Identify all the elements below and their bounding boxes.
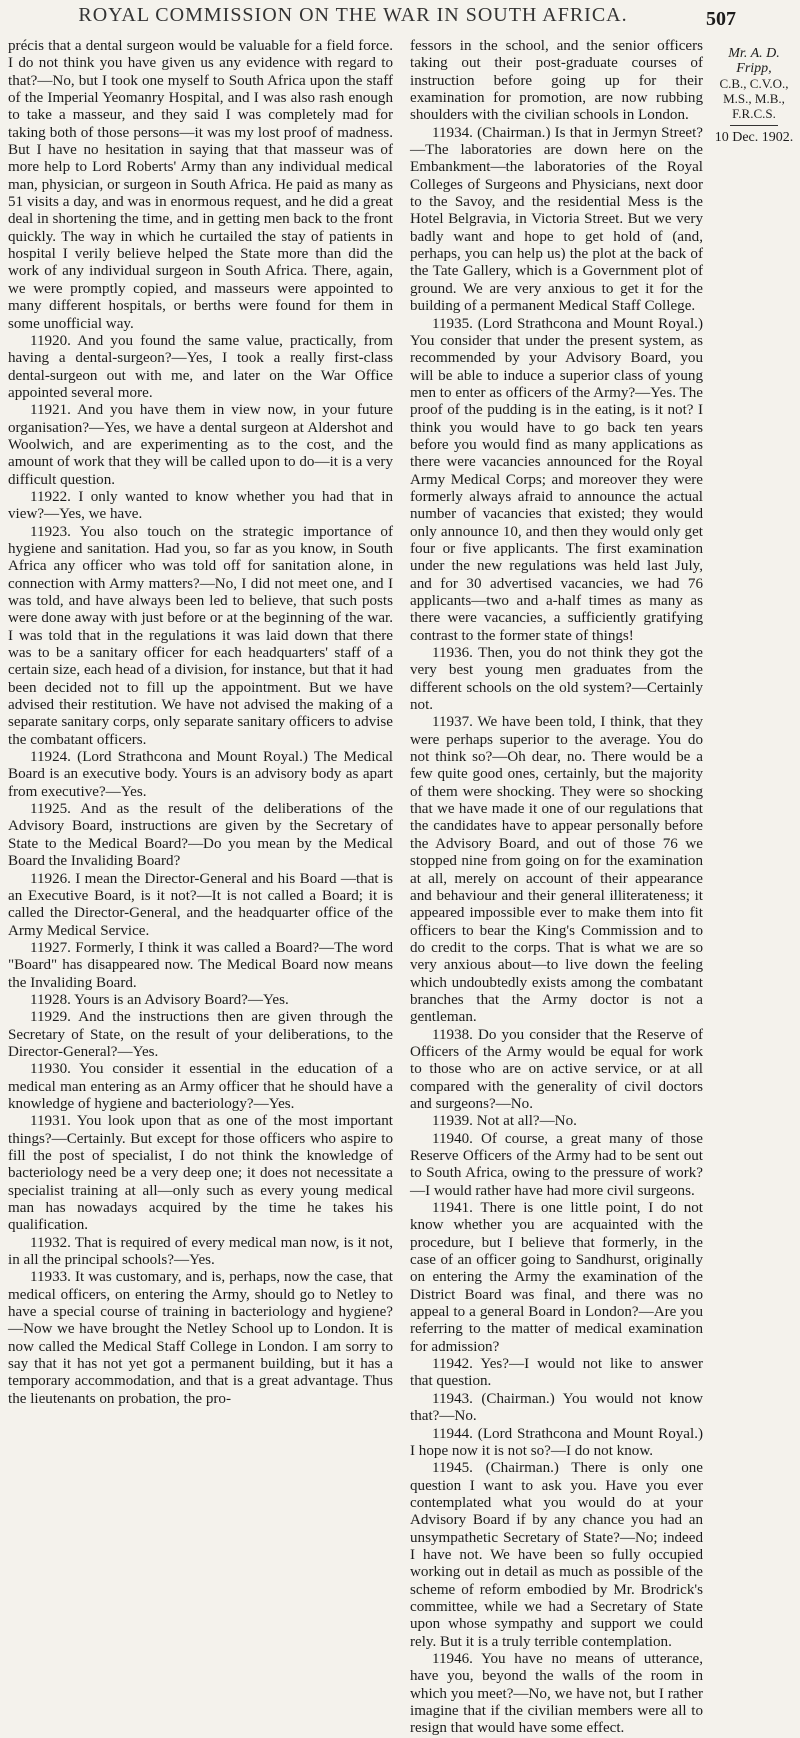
paragraph: 11938. Do you consider that the Reserve of Officers of the Army would be equal for work to those who are on active service, or at all compared with the generality of civil doctors and surgeons?—No.: [410, 1026, 703, 1112]
paragraph: 11929. And the instructions then are given through the Secretary of State, on the result of your deliberations, to the Director-General?—Yes.: [8, 1009, 393, 1060]
witness-name: Mr. A. D. Fripp,: [728, 46, 780, 76]
paragraph: précis that a dental surgeon would be valuable for a field force. I do not think you have given us any evidence with regard to that?—No, but I took one myself to South Africa upon the staff of the Imperial Yeomanry Hospital, and I was also rash enough to take a masseur, and they said I was completely mad for taking both of those persons—it was my lost proof of madness. But I have no hesitation in saying that that masseur was of more help to Lord Roberts' Army than any individual medical man, physician, or surgeon in South Africa. He paid as many as 51 visits a day, and was in enormous request, and he did a great deal in shortening the time, and in getting men back to the front quickly. The way in which he curtailed the stay of patients in hospital I verily believe helped the State more than did the work of any individual surgeon in South Africa. There, again, we were promptly copied, and masseurs were appointed to many different hospitals, or berths were found for them in some unofficial way.: [8, 38, 393, 332]
paragraph: 11934. (Chairman.) Is that in Jermyn Street?—The laboratories are down here on the Embankment—the laboratories of the Royal Colleges of Surgeons and Physicians, next door to the Savoy, and the residential Mess is the Hotel Belgravia, in Victoria Street. But we very badly want and hope to get hold of (and, perhaps, you can help us) the plot at the back of the Tate Gallery, which is a Government plot of ground. We are very anxious to get it for the building of a permanent Medical Staff College.: [410, 124, 703, 315]
paragraph: 11940. Of course, a great many of those Reserve Officers of the Army had to be sent out to South Africa, owing to the pressure of work?—I would rather have had more civil surgeons.: [410, 1130, 703, 1199]
paragraph: 11921. And you have them in view now, in your future organisation?—Yes, we have a dental surgeon at Aldershot and Woolwich, and are experimenting as to the cost, and the amount of work that they will be called upon to do—it is a very difficult question.: [8, 402, 393, 488]
paragraph: 11933. It was customary, and is, perhaps, now the case, that medical officers, on entering the Army, should go to Netley to have a special course of training in bacteriology and hygiene?—Now we have brought the Netley School up to London. It is now called the Medical Staff College in London. I am sorry to say that it has not yet got a permanent building, but it has a temporary accommodation, and that is a great advantage. Thus the lieutenants on probation, the pro-: [8, 1269, 393, 1407]
paragraph: 11920. And you found the same value, practically, from having a dental-surgeon?—Yes, I took a really first-class dental-surgeon out with me, and later on the War Office appointed several more.: [8, 332, 393, 401]
paragraph: 11939. Not at all?—No.: [432, 1113, 577, 1130]
evidence-date: 10 Dec. 1902.: [714, 130, 794, 145]
paragraph: 11926. I mean the Director-General and his Board —that is an Executive Board, is it not?—It is not called a Board; it is called the Director-General, and the headquarter office of the Army Medical Service.: [8, 870, 393, 939]
running-head: [0, 0, 800, 36]
paragraph: 11924. (Lord Strathcona and Mount Royal.) The Medical Board is an executive body. Yours is an advisory body as apart from executive?—Yes.: [8, 749, 393, 800]
paragraph: 11930. You consider it essential in the education of a medical man entering as an Army officer that he should have a knowledge of hygiene and bacteriology?—Yes.: [8, 1061, 393, 1112]
paragraph: 11944. (Lord Strathcona and Mount Royal.) I hope now it is not so?—I do not know.: [410, 1425, 703, 1459]
witness-credentials: F.R.C.S.: [732, 106, 776, 121]
paragraph: 11946. You have no means of utterance, have you, beyond the walls of the room in which you meet?—No, we have not, but I rather imagine that if the civilian members were all to resign that would have some effect.: [410, 1650, 703, 1737]
witness-credentials: M.S., M.B.,: [723, 91, 785, 106]
paragraph: 11942. Yes?—I would not like to answer that question.: [410, 1356, 703, 1390]
paragraph: 11927. Formerly, I think it was called a Board?—The word "Board" has disappeared now. The Medical Board now means the Invaliding Board.: [8, 939, 393, 991]
paragraph: fessors in the school, and the senior officers taking out their post-graduate courses of instruction before going up for their examination for promotion, are now rubbing shoulders with the civilian schools in London.: [410, 38, 703, 124]
witness-margin-note: [712, 46, 796, 145]
right-column: [410, 38, 703, 1737]
paragraph: 11943. (Chairman.) You would not know that?—No.: [410, 1390, 703, 1425]
paragraph: 11923. You also touch on the strategic importance of hygiene and sanitation. Had you, so far as you know, in South Africa any officer who was told off for sanitation alone, in connection with Army matters?—No, I did not meet one, and I was told, and have always been led to believe, that such posts were done away with just before or at the beginning of the war. I was told that in the regulations it was laid down that there was to be a sanitary officer for each headquarters' staff of a certain size, each head of a division, for instance, but that it had been decided not to fill up the appointment. But we have advised their restitution. We have not advised the making of a separate sanitary corps, only separate sanitary officers to advise the combatant officers.: [8, 523, 393, 748]
paragraph: 11922. I only wanted to know whether you had that in view?—Yes, we have.: [8, 488, 393, 523]
paragraph: 11941. There is one little point, I do not know whether you are acquainted with the procedure, but I believe that formerly, in the case of an officer going to Sandhurst, originally on entering the Army the examination of the District Board was final, and there was no appeal to a general Board in London?—Are you referring to the matter of medical examination for admission?: [410, 1200, 703, 1355]
witness-credentials: C.B., C.V.O.,: [719, 76, 789, 91]
paragraph: 11936. Then, you do not think they got the very best young men graduates from the different schools on the old system?—Certainly not.: [410, 645, 703, 714]
paragraph: 11935. (Lord Strathcona and Mount Royal.) You consider that under the present system, as recommended by your Advisory Board, you will be able to induce a superior class of young men to enter as officers of the Army?—Yes. The proof of the pudding is in the eating, is it not? I think you would have to go back ten years before you would find as many applications as there were vacancies announced for the Royal Army Medical Corps; and moreover they were formerly always afraid to announce the actual number of vacancies that existed; they would only announce 10, and then they would only get four or five applicants. The first examination under the new regulations was held last July, and for 30 advertised vacancies, we had 76 applicants—two and a-half times as many as there were vacancies, a sufficiently gratifying contrast to the former state of things!: [410, 315, 703, 644]
paragraph: 11931. You look upon that as one of the most important things?—Certainly. But except for those officers who aspire to fill the post of specialist, I do not think the knowledge of bacteriology need be a very deep one; it does not necessitate a specialist training at all—only such as every young medical man has nowadays acquired by the time he takes his qualification.: [8, 1113, 393, 1234]
paragraph: 11928. Yours is an Advisory Board?—Yes.: [30, 991, 289, 1008]
paragraph: 11945. (Chairman.) There is only one question I want to ask you. Have you ever contemplated what you would do at your Advisory Board if by any chance you had an unsympathetic Secretary of State?—No; indeed I have not. We have been so fully occupied working out in detail as much as possible of the scheme of reform embodied by Mr. Brodrick's committee, while we had a Secretary of State upon whose sympathy and support we could rely. But it is a truly terrible contemplation.: [410, 1460, 703, 1650]
divider: [730, 125, 778, 126]
page-title: ROYAL COMMISSION ON THE WAR IN SOUTH AFRICA.: [78, 4, 628, 26]
paragraph: 11932. That is required of every medical man now, is it not, in all the principal schools?—Yes.: [8, 1234, 393, 1269]
paragraph: 11937. We have been told, I think, that they were perhaps superior to the average. You do not think so?—Oh dear, no. There would be a few quite good ones, certainly, but the majority of them were shocking. They were so shocking that we have made it one of our regulations that the candidates have to appear personally before the Advisory Board, and out of those 76 we stopped nine from going on for the examination at all, merely on account of their appearance and behaviour and their general illiterateness; it appeared impossible ever to make them into fit officers to bear the King's Commission and to do credit to the corps. That is what we are so very anxious about—to live down the feeling which undoubtedly exists among the combatant branches that the Army doctor is not a gentleman.: [410, 714, 703, 1026]
page-number: 507: [706, 8, 736, 30]
paragraph: 11925. And as the result of the deliberations of the Advisory Board, instructions are given by the Secretary of State to the Medical Board?—Do you mean by the Medical Board the Invaliding Board?: [8, 801, 393, 870]
left-column: [8, 38, 393, 1407]
